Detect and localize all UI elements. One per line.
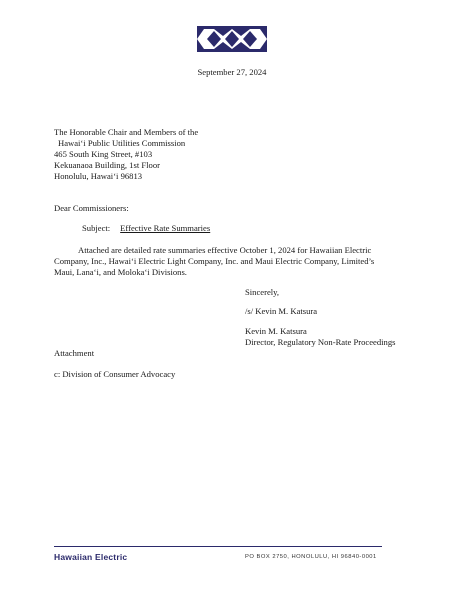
recipient-address <box>54 127 198 182</box>
address-line: Hawai‘i Public Utilities Commission <box>58 138 186 148</box>
body-line: Maui, Lana‘i, and Moloka‘i Divisions. <box>54 267 187 277</box>
cc-line: c: Division of Consumer Advocacy <box>54 369 176 379</box>
letter-date: September 27, 2024 <box>197 67 267 77</box>
signer-name: Kevin M. Katsura <box>245 326 307 336</box>
subject-title: Effective Rate Summaries <box>120 223 211 233</box>
address-line: Honolulu, Hawai‘i 96813 <box>54 171 143 181</box>
body-line: Attached are detailed rate summaries effective October 1, 2024 for Hawaiian Electric <box>78 245 372 255</box>
footer-divider <box>54 546 382 547</box>
subject-line <box>82 223 210 234</box>
signer-title: Director, Regulatory Non-Rate Proceedings <box>245 337 396 347</box>
subject-label: Subject: <box>82 223 111 233</box>
body-paragraph <box>54 245 414 278</box>
body-line: Company, Inc., Hawai‘i Electric Light Company, Inc. and Maui Electric Company, Limited’s <box>54 256 375 266</box>
footer-address: PO BOX 2750, HONOLULU, HI 96840-0001 <box>245 554 377 560</box>
address-line: The Honorable Chair and Members of the <box>54 127 199 137</box>
address-line: 465 South King Street, #103 <box>54 149 153 159</box>
footer-brand-name: Hawaiian Electric <box>54 552 128 562</box>
closing: Sincerely, <box>245 287 280 297</box>
address-line: Kekuanaoa Building, 1st Floor <box>54 160 160 170</box>
hawaiian-electric-pattern-logo <box>197 26 267 52</box>
electronic-signature: /s/ Kevin M. Katsura <box>245 306 318 316</box>
salutation: Dear Commissioners: <box>54 203 129 213</box>
attachment-note: Attachment <box>54 348 95 358</box>
